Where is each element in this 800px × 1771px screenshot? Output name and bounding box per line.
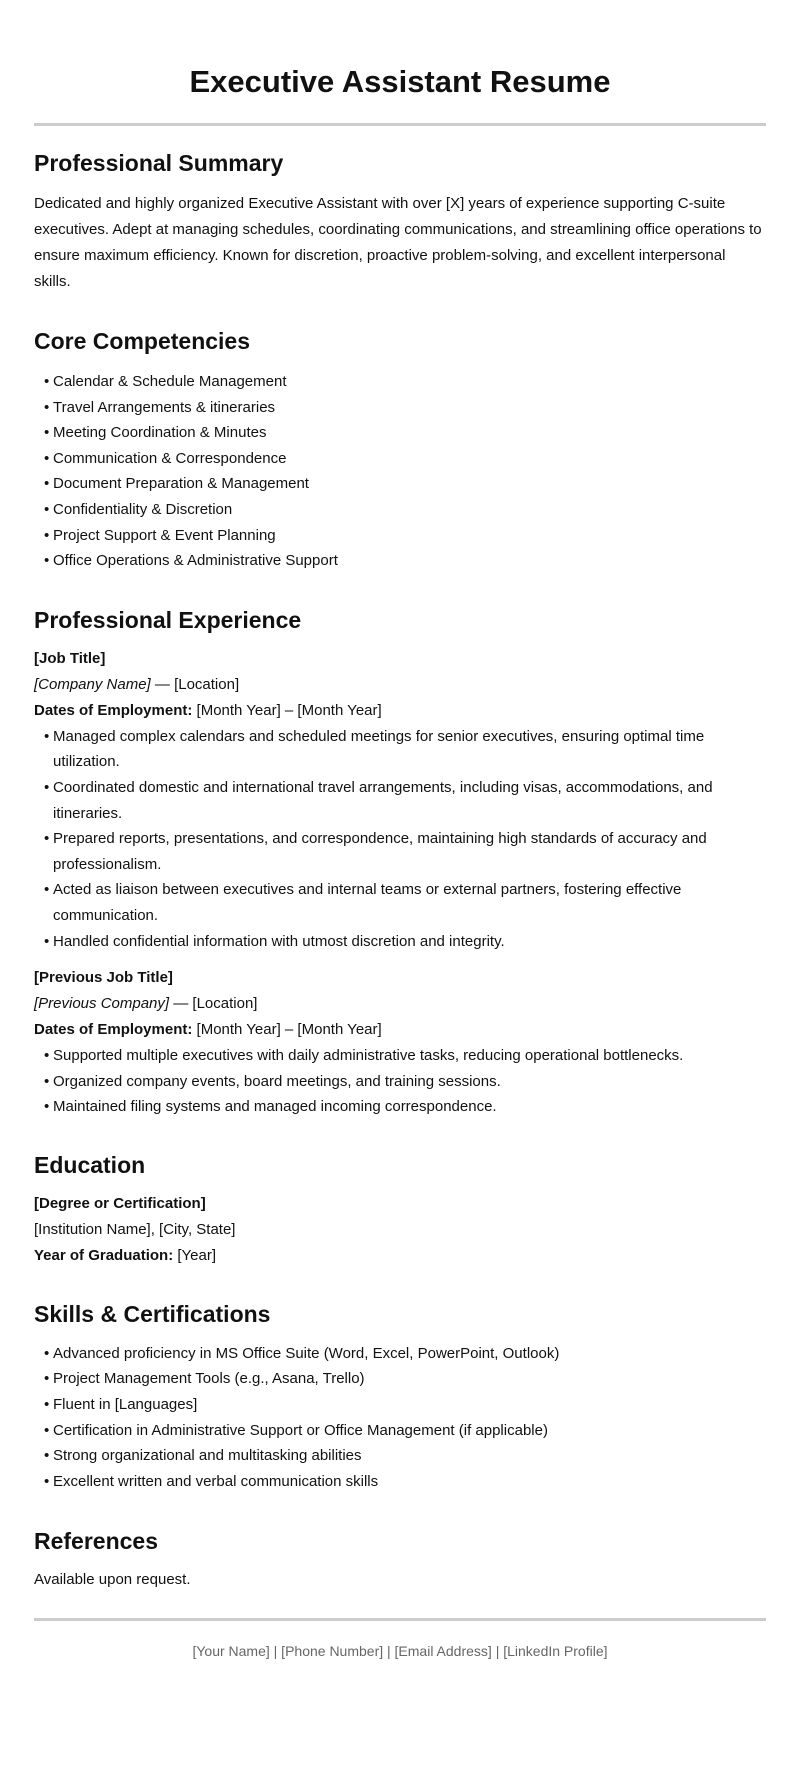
list-item: • Managed complex calendars and scheduled meetings for senior executives, ensuring optimal time utilization. xyxy=(44,724,766,775)
education-heading: Education xyxy=(34,1151,146,1178)
list-item: • Document Preparation & Management xyxy=(44,471,766,497)
list-item: • Advanced proficiency in MS Office Suite (Word, Excel, PowerPoint, Outlook) xyxy=(44,1341,766,1367)
education-entry xyxy=(34,1191,766,1269)
references-section xyxy=(34,1526,766,1593)
page-title: Executive Assistant Resume xyxy=(189,64,611,99)
job-company-line xyxy=(34,672,766,698)
job-dates-line xyxy=(34,1017,766,1043)
summary-section xyxy=(34,148,766,295)
list-item: • Communication & Correspondence xyxy=(44,446,766,472)
job-company: [Previous Company] xyxy=(34,995,170,1013)
job-dates-label: Dates of Employment: xyxy=(34,1021,193,1039)
job-dates: [Month Year] – [Month Year] xyxy=(192,1021,382,1039)
summary-text: Dedicated and highly organized Executive Assistant with over [X] years of experience supporting C-suite executives. Adept at managing schedules, coordinating communications, and streamlining office operations to ensure maximum efficiency. Known for discretion, proactive problem-solving, and excellent interpersonal skills. xyxy=(34,195,762,290)
list-item: • Travel Arrangements & itineraries xyxy=(44,395,766,421)
education-year: [Year] xyxy=(173,1246,217,1264)
list-item: • Certification in Administrative Support or Office Management (if applicable) xyxy=(44,1418,766,1444)
job-dates-label: Dates of Employment: xyxy=(34,701,193,719)
list-item: • Excellent written and verbal communication skills xyxy=(44,1469,766,1495)
competencies-heading: Core Competencies xyxy=(34,328,251,354)
job-location: [Location] xyxy=(192,995,258,1013)
job-title: [Previous Job Title] xyxy=(34,969,173,987)
list-item: • Prepared reports, presentations, and correspondence, maintaining high standards of accuracy and professionalism. xyxy=(44,826,766,877)
list-item: • Maintained filing systems and managed incoming correspondence. xyxy=(44,1094,766,1120)
job-separator: — xyxy=(150,675,175,693)
job-separator: — xyxy=(169,995,193,1013)
job-company-line xyxy=(34,991,766,1017)
competencies-list xyxy=(34,369,766,574)
list-item: • Calendar & Schedule Management xyxy=(44,369,766,395)
list-item: • Confidentiality & Discretion xyxy=(44,497,766,523)
skills-section xyxy=(34,1299,766,1495)
education-year-line xyxy=(34,1243,766,1269)
education-section xyxy=(34,1150,766,1269)
list-item: • Organized company events, board meetings, and training sessions. xyxy=(44,1069,766,1095)
header-divider xyxy=(34,123,766,126)
job-title: [Job Title] xyxy=(34,649,106,667)
skills-list xyxy=(34,1341,766,1495)
list-item: • Handled confidential information with utmost discretion and integrity. xyxy=(44,929,766,955)
footer-contact: [Your Name] | [Phone Number] | [Email Address] | [LinkedIn Profile] xyxy=(192,1643,608,1660)
experience-section xyxy=(34,605,766,1120)
footer-divider xyxy=(34,1618,766,1621)
job-location: [Location] xyxy=(174,675,240,693)
list-item: • Coordinated domestic and international travel arrangements, including visas, accommodations, and itineraries. xyxy=(44,775,766,826)
references-heading: References xyxy=(34,1528,159,1555)
list-item: • Acted as liaison between executives and internal teams or external partners, fostering effective communication. xyxy=(44,877,766,928)
job-entry xyxy=(34,965,766,1120)
footer xyxy=(34,1641,766,1661)
list-item: • Project Support & Event Planning xyxy=(44,523,766,549)
job-dates-line xyxy=(34,698,766,724)
job-duties-list xyxy=(34,1043,766,1120)
list-item: • Supported multiple executives with daily administrative tasks, reducing operational bottlenecks. xyxy=(44,1043,766,1069)
education-degree: [Degree or Certification] xyxy=(34,1194,206,1212)
job-dates: [Month Year] – [Month Year] xyxy=(192,701,382,719)
summary-heading: Professional Summary xyxy=(34,150,284,176)
skills-heading: Skills & Certifications xyxy=(34,1300,271,1327)
list-item: • Strong organizational and multitasking abilities xyxy=(44,1443,766,1469)
job-duties-list xyxy=(34,724,766,954)
references-text: Available upon request. xyxy=(34,1571,191,1589)
education-institution: [Institution Name], [City, State] xyxy=(34,1220,236,1238)
list-item: • Fluent in [Languages] xyxy=(44,1392,766,1418)
list-item: • Project Management Tools (e.g., Asana, Trello) xyxy=(44,1366,766,1392)
education-year-label: Year of Graduation: xyxy=(34,1246,174,1264)
list-item: • Office Operations & Administrative Support xyxy=(44,548,766,574)
list-item: • Meeting Coordination & Minutes xyxy=(44,420,766,446)
competencies-section xyxy=(34,326,766,574)
job-company: [Company Name] xyxy=(34,675,151,693)
experience-heading: Professional Experience xyxy=(34,606,302,633)
job-entry xyxy=(34,646,766,954)
